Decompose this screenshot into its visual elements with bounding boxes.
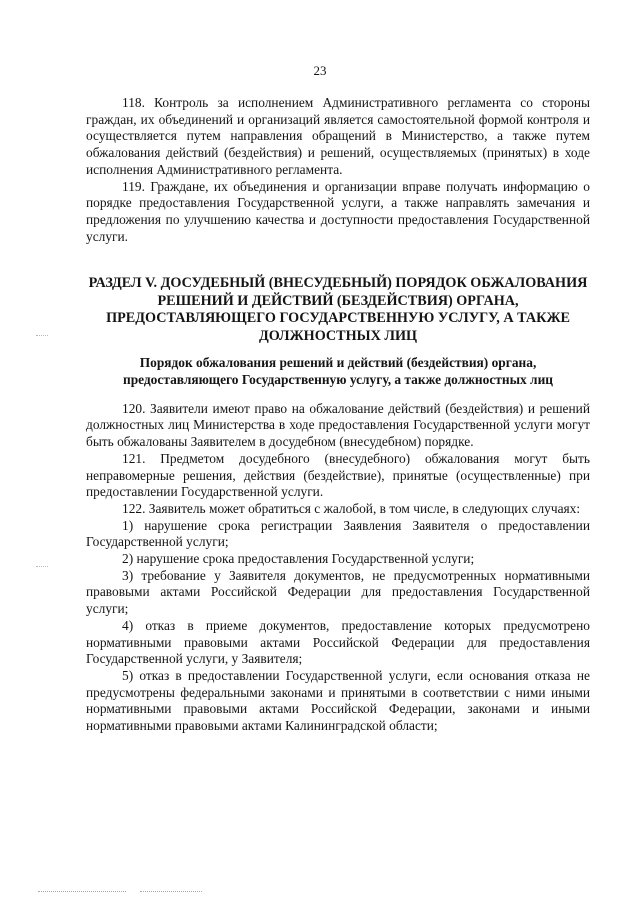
paragraph-121: 121. Предметом досудебного (внесудебного) обжалования могут быть неправомерные решения, действия (бездействие), принятые (осуществленные) при предоставлении Государственной услуги. [86, 450, 590, 500]
section-heading: РАЗДЕЛ V. ДОСУДЕБНЫЙ (ВНЕСУДЕБНЫЙ) ПОРЯДОК ОБЖАЛОВАНИЯ РЕШЕНИЙ И ДЕЙСТВИЙ (БЕЗДЕЙСТВИЯ) ОРГАНА, ПРЕДОСТАВЛЯЮЩЕГО ГОСУДАРСТВЕННУЮ УСЛУГУ, А ТАКЖЕ ДОЛЖНОСТНЫХ ЛИЦ [88, 275, 588, 344]
list-item-122-3: 3) требование у Заявителя документов, не предусмотренных нормативными правовыми актами Российской Федерации для предоставления Государственной услуги; [86, 567, 590, 617]
paragraph-118: 118. Контроль за исполнением Административного регламента со стороны граждан, их объединений и организаций является самостоятельной формой контроля и осуществляется путем направления обращений в Министерство, а также путем обжалования действий (бездействия) и решений, осуществляемых (принятых) в ходе исполнения Административного регламента. [86, 95, 590, 177]
list-item-122-2: 2) нарушение срока предоставления Государственной услуги; [122, 551, 475, 567]
footer-scan-mark [38, 891, 126, 893]
margin-scan-mark [36, 335, 48, 337]
paragraph-122: 122. Заявитель может обратиться с жалобой, в том числе, в следующих случаях: [122, 500, 581, 516]
footer-scan-mark [140, 891, 202, 893]
margin-scan-mark [36, 566, 48, 568]
list-item-122-5: 5) отказ в предоставлении Государственной услуги, если основания отказа не предусмотрены федеральными законами и принятыми в соответствии с ними иными нормативными правовыми актами Российской Федерации, законами и иными нормативными правовыми актами Калининградской области; [86, 667, 590, 734]
document-body [86, 95, 590, 735]
section-subheading: Порядок обжалования решений и действий (бездействия) органа, предоставляющего Государственную услугу, а также должностных лиц [122, 355, 554, 388]
list-item-122-1: 1) нарушение срока регистрации Заявления Заявителя о предоставлении Государственной услуги; [86, 517, 590, 550]
list-item-122-4: 4) отказ в приеме документов, предоставление которых предусмотрено нормативными правовыми актами Российской Федерации для предоставления Государственной услуги, у Заявителя; [86, 617, 590, 667]
paragraph-120: 120. Заявители имеют право на обжалование действий (бездействия) и решений должностных лиц Министерства в ходе предоставления Государственной услуги могут быть обжалованы Заявителем в досудебном (внесудебном) порядке. [86, 400, 590, 450]
paragraph-119: 119. Граждане, их объединения и организации вправе получать информацию о порядке предоставления Государственной услуги, а также направлять замечания и предложения по улучшению качества и доступности предоставления Государственной услуги. [86, 178, 590, 244]
page-number: 23 [313, 63, 327, 78]
